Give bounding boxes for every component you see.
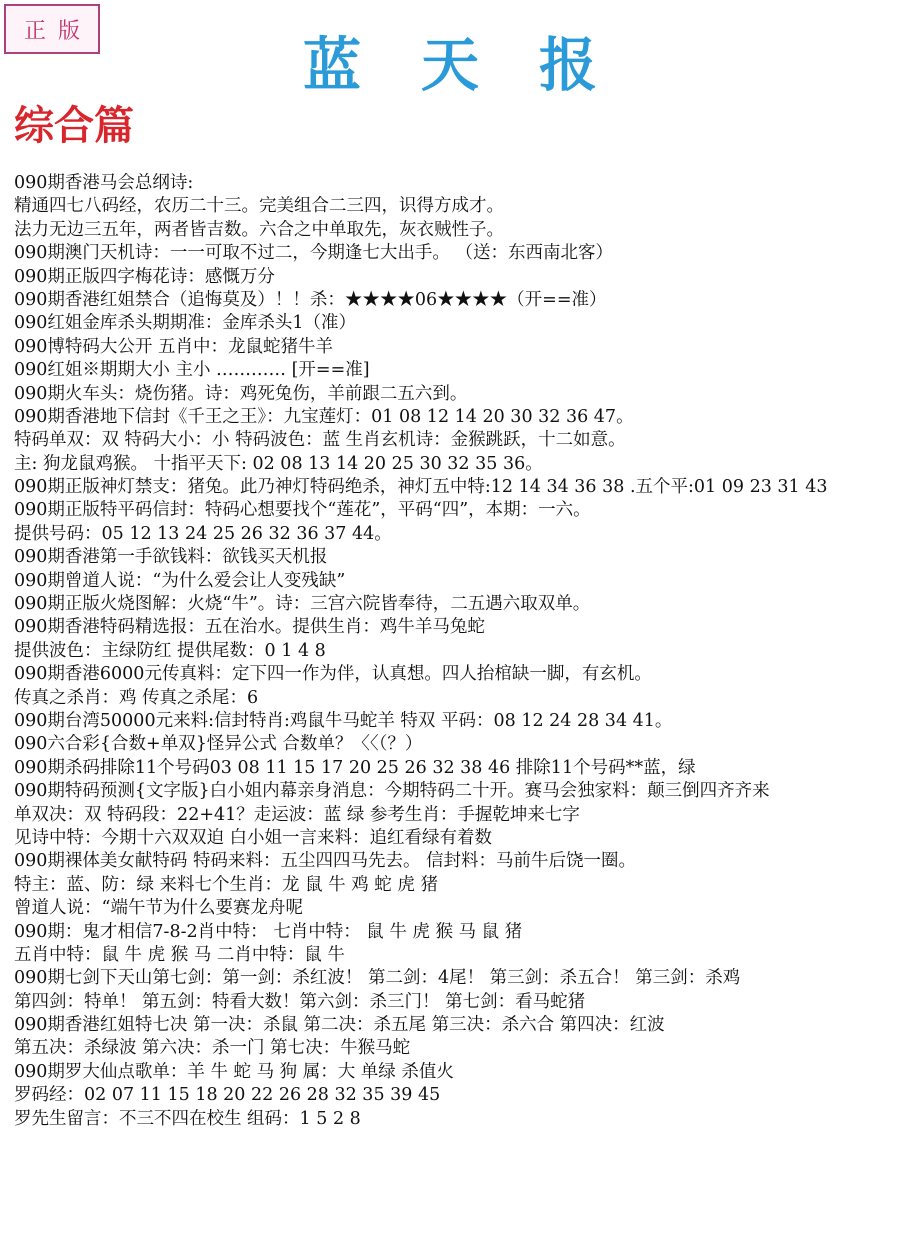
text-line: 090期火车头：烧伤猪。诗：鸡死兔伤，羊前跟二五六到。 (14, 383, 468, 404)
text-line: 090期香港马会总纲诗: (14, 173, 194, 193)
text-line: 传真之杀肖：鸡 传真之杀尾：6 (14, 687, 259, 708)
section-heading: 综合篇 (14, 102, 134, 149)
text-line: 090期香港6000元传真料：定下四一作为伴，认真想。四人抬棺缺一脚，有玄机。 (14, 664, 652, 685)
text-line: 主: 狗龙鼠鸡猴。 十指平天下: 02 08 13 14 20 25 30 32 35 36。 (14, 453, 543, 474)
text-line: 090期裸体美女献特码 特码来料：五尘四四马先去。 信封料：马前牛后饶一圈。 (14, 851, 637, 872)
text-line: 090期香港地下信封《千王之王》：九宝莲灯：01 08 12 14 20 30 32 36 47。 (14, 406, 634, 427)
text-line: 090期正版特平码信封：特码心想要找个“莲花”，平码“四”，本期：一六。 (14, 500, 591, 521)
text-line: 090期七剑下天山第七剑：第一剑：杀红波！ 第二剑：4尾！ 第三剑：杀五合！ 第三剑：杀鸡 (14, 968, 741, 989)
content-lines (14, 172, 894, 1131)
genuine-badge: 正版 (4, 4, 100, 54)
text-line: 见诗中特：今期十六双双迫 白小姐一言来料：追红看绿有着数 (14, 827, 493, 848)
text-line: 090期：鬼才相信7-8-2肖中特： 七肖中特： 鼠 牛 虎 猴 马 鼠 猪 (14, 921, 523, 942)
text-line: 090期澳门天机诗：一一可取不过二，今期逢七大出手。 （送：东西南北客） (14, 243, 613, 264)
text-line: 090期台湾50000元来料:信封特肖:鸡鼠牛马蛇羊 特双 平码：08 12 24 28 34 41。 (14, 710, 673, 731)
text-line: 罗码经：02 07 11 15 18 20 22 26 28 32 35 39 45 (14, 1085, 441, 1106)
text-line: 090期正版火烧图解：火烧“牛”。诗：三宫六院皆奉待，二五遇六取双单。 (14, 594, 591, 615)
text-line: 单双决：双 特码段：22+41？走运波：蓝 绿 参考生肖：手握乾坤来七字 (14, 804, 580, 825)
text-line: 090博特码大公开 五肖中：龙鼠蛇猪牛羊 (14, 336, 333, 357)
text-line: 090期罗大仙点歌单：羊 牛 蛇 马 狗 属：大 单绿 杀值火 (14, 1061, 454, 1082)
text-line: 090期香港红姐特七决 第一决：杀鼠 第二决：杀五尾 第三决：杀六合 第四决：红波 (14, 1015, 665, 1036)
text-line: 特码单双：双 特码大小：小 特码波色：蓝 生肖玄机诗：金猴跳跃，十二如意。 (14, 430, 626, 451)
text-line: 精通四七八码经，农历二十三。完美组合二三四，识得方成才。 (14, 196, 504, 217)
text-line: 090期正版神灯禁支：猪兔。此乃神灯特码绝杀，神灯五中特:12 14 34 36 38 .五个平:01 09 23 31 43 (14, 477, 828, 498)
text-line: 090期杀码排除11个号码03 08 11 15 17 20 25 26 32 38 46 排除11个号码**蓝，绿 (14, 757, 696, 778)
text-line: 提供波色：主绿防红 提供尾数：0 1 4 8 (14, 640, 326, 661)
text-line: 090红姐金库杀头期期准：金库杀头1（准） (14, 313, 357, 334)
text-line: 曾道人说：“端午节为什么要赛龙舟呢 (14, 898, 303, 919)
text-line: 法力无边三五年，两者皆吉数。六合之中单取先，灰衣贼性子。 (14, 219, 504, 240)
text-line: 090期正版四字梅花诗：感慨万分 (14, 266, 275, 287)
page-title: 蓝天报 (302, 31, 657, 99)
text-line: 提供号码：05 12 13 24 25 26 32 36 37 44。 (14, 523, 392, 544)
text-line: 090红姐※期期大小 主小 ………… [开==准] (14, 360, 370, 381)
text-line: 第五决：杀绿波 第六决：杀一门 第七决：牛猴马蛇 (14, 1038, 411, 1059)
text-line: 090期香港红姐禁合（追悔莫及）！！杀：★★★★06★★★★（开==准） (14, 289, 607, 310)
text-line: 五肖中特：鼠 牛 虎 猴 马 二肖中特：鼠 牛 (14, 944, 345, 965)
text-line: 090期香港特码精选报：五在治水。提供生肖：鸡牛羊马兔蛇 (14, 617, 485, 638)
text-line: 090期特码预测{文字版}白小姐内幕亲身消息：今期特码二十开。赛马会独家料：颠三倒四齐齐来 (14, 781, 770, 802)
text-line: 特主：蓝、防：绿 来料七个生肖：龙 鼠 牛 鸡 蛇 虎 猪 (14, 874, 438, 895)
text-line: 090期曾道人说：“为什么爱会让人变残缺” (14, 570, 346, 591)
text-line: 090六合彩{合数+单双}怪异公式 合数单？〈〈（？） (14, 734, 423, 755)
text-line: 第四剑：特单！ 第五剑：特看大数！第六剑：杀三门！ 第七剑：看马蛇猪 (14, 991, 586, 1012)
text-line: 090期香港第一手欲钱料：欲钱买天机报 (14, 547, 328, 568)
text-line: 罗先生留言：不三不四在校生 组码：1 5 2 8 (14, 1108, 361, 1129)
